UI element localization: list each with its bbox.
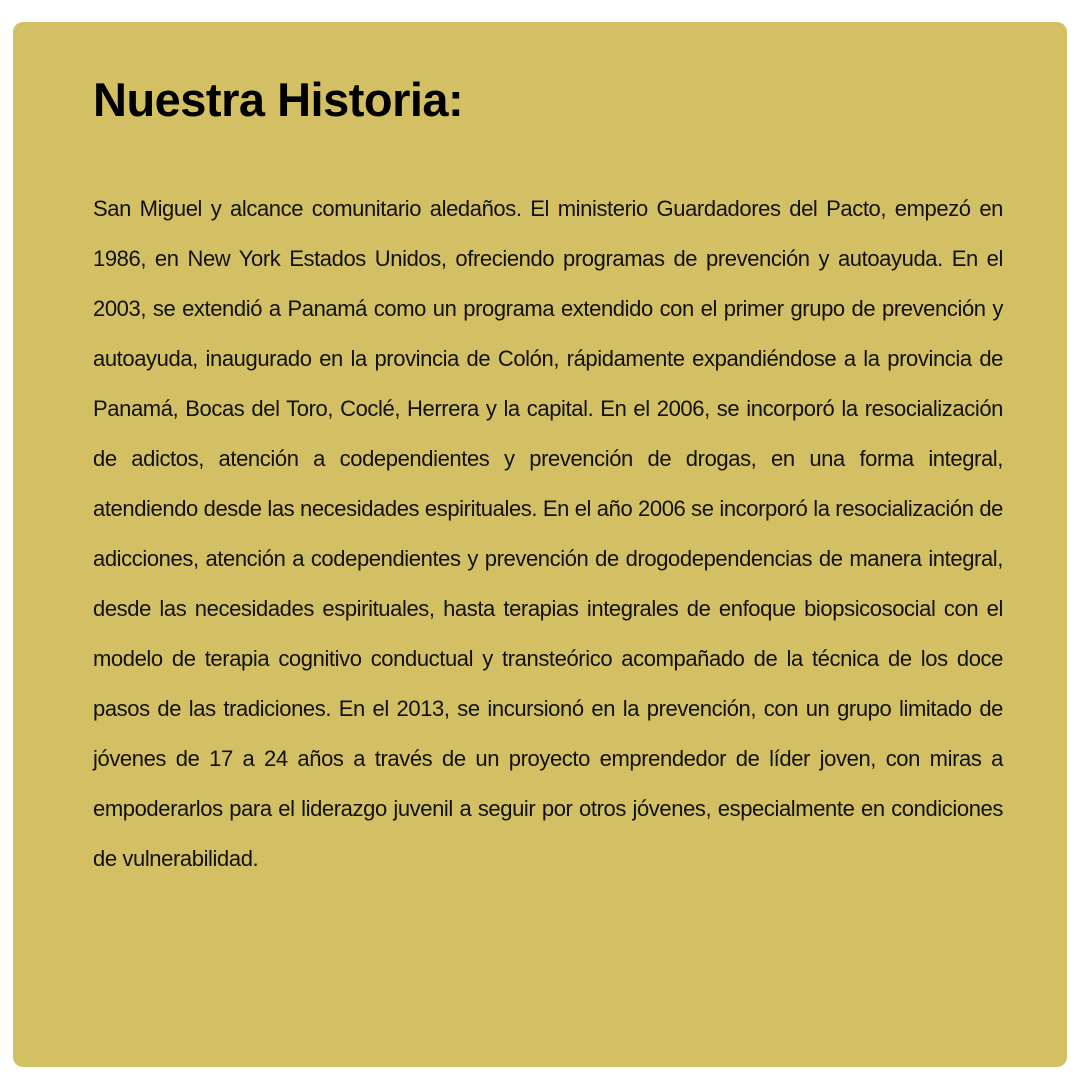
history-paragraph: San Miguel y alcance comunitario aledaños. El ministerio Guardadores del Pacto, empezó en 1986, en New York Estados Unidos, ofreciendo programas de prevención y autoayuda. En el 2003, se extendió a Panamá como un programa extendido con el primer grupo de prevención y autoayuda, inaugurado en la provincia de Colón, rápidamente expandiéndose a la provincia de Panamá, Bocas del Toro, Coclé, Herrera y la capital. En el 2006, se incorporó la resocialización de adictos, atención a codependientes y prevención de drogas, en una forma integral, atendiendo desde las necesidades espirituales. En el año 2006 se incorporó la resocialización de adicciones, atención a codependientes y prevención de drogodependencias de manera integral, desde las necesidades espirituales, hasta terapias integrales de enfoque biopsicosocial con el modelo de terapia cognitivo conductual y transteórico acompañado de la técnica de los doce pasos de las tradiciones. En el 2013, se incursionó en la prevención, con un grupo limitado de jóvenes de 17 a 24 años a través de un proyecto emprendedor de líder joven, con miras a empoderarlos para el liderazgo juvenil a seguir por otros jóvenes, especialmente en condiciones de vulnerabilidad.: [93, 196, 1003, 871]
section-title: Nuestra Historia:: [93, 73, 464, 126]
history-card: [13, 22, 1067, 1067]
